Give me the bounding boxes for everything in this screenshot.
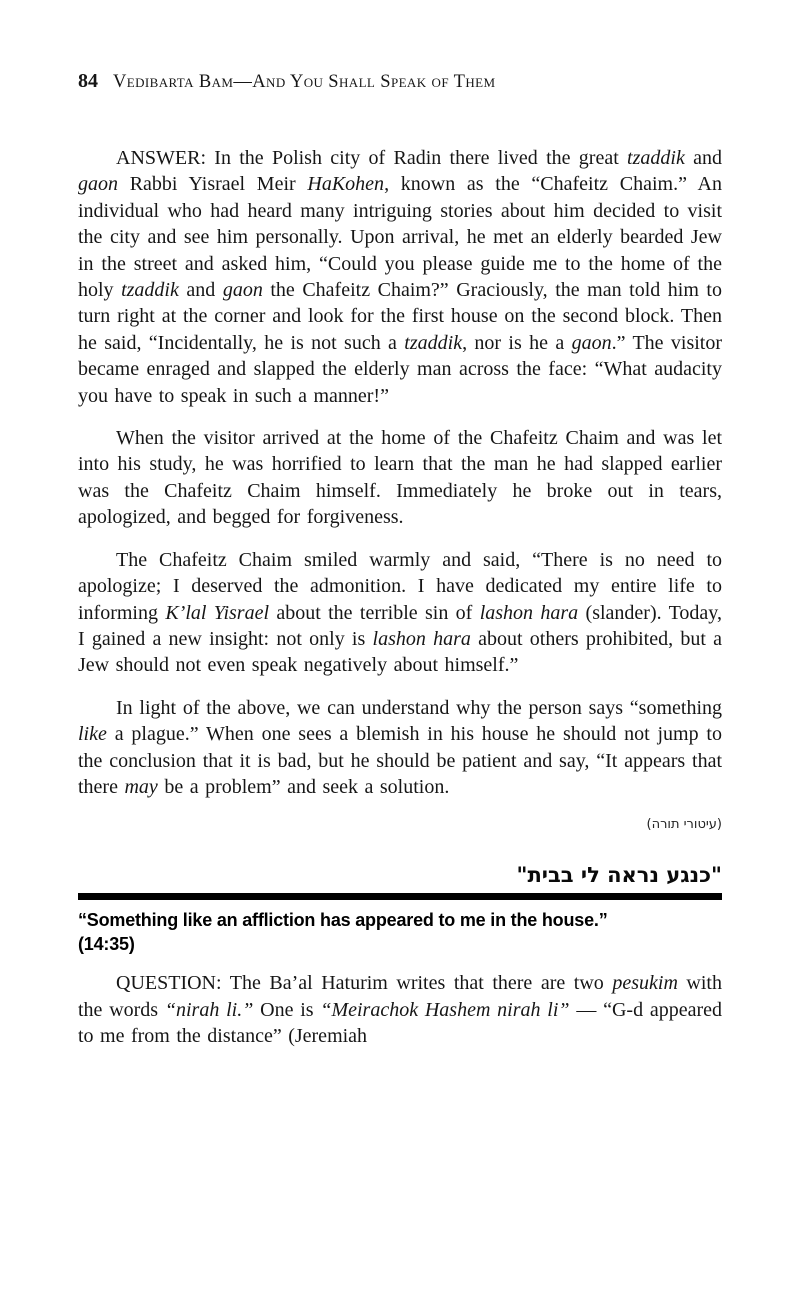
verse-translation-heading [78,908,722,956]
section-divider-bar [78,893,722,900]
paragraph-answer-story-3: The Chafeitz Chaim smiled warmly and said, “There is no need to apologize; I deserved the admonition. I have dedicated my entire life to informing K’lal Yisrael about the terrible sin of lashon hara (slander). Today, I gained a new insight: not only is lashon hara about others prohibited, but a Jew should not even speak negatively about himself.” [78,548,722,677]
paragraph-answer-conclusion: In light of the above, we can understand why the person says “something like a plague.” When one sees a blemish in his house he should not jump to the conclusion that it is bad, but he should be patient and say, “It appears that there may be a problem” and seek a solution. [78,696,722,798]
source-attribution: (עיטורי תורה) [646,817,722,833]
paragraph-answer-story-1: ANSWER: In the Polish city of Radin there lived the great tzaddik and gaon Rabbi Yisrael Meir HaKohen, known as the “Chafeitz Chaim.” An individual who had heard many intriguing stories about him decided to visit the city and see him personally. Upon arrival, he met an elderly bearded Jew in the street and asked him, “Could you please guide me to the home of the holy tzaddik and gaon the Chafeitz Chaim?” Graciously, the man told him to turn right at the corner and look for the first house on the second block. Then he said, “Incidentally, he is not such a tzaddik, nor is he a gaon.” The visitor became enraged and slapped the elderly man across the face: “What audacity you have to speak in such a manner!” [78,147,722,407]
page-header [78,70,722,93]
paragraph-question: QUESTION: The Ba’al Haturim writes that there are two pesukim with the words “nirah li.” One is “Meirachok Hashem nirah li” — “G-d appeared to me from the distance” (Jeremiah [78,972,723,1048]
verse-translation-text: “Something like an affliction has appeared to me in the house.” [78,910,608,931]
page-body [78,145,722,1050]
hebrew-verse-heading: "כנגע נראה לי בבית" [516,863,722,888]
paragraph-answer-story-2: When the visitor arrived at the home of the Chafeitz Chaim and was let into his study, he was horrified to learn that the man he had slapped earlier was the Chafeitz Chaim himself. Immediately he broke out in tears, apologized, and begged for forgiveness. [78,427,722,529]
book-title: Vedibarta Bam—And You Shall Speak of Them [113,72,496,92]
page-number: 84 [78,70,98,92]
verse-reference: (14:35) [78,934,135,955]
